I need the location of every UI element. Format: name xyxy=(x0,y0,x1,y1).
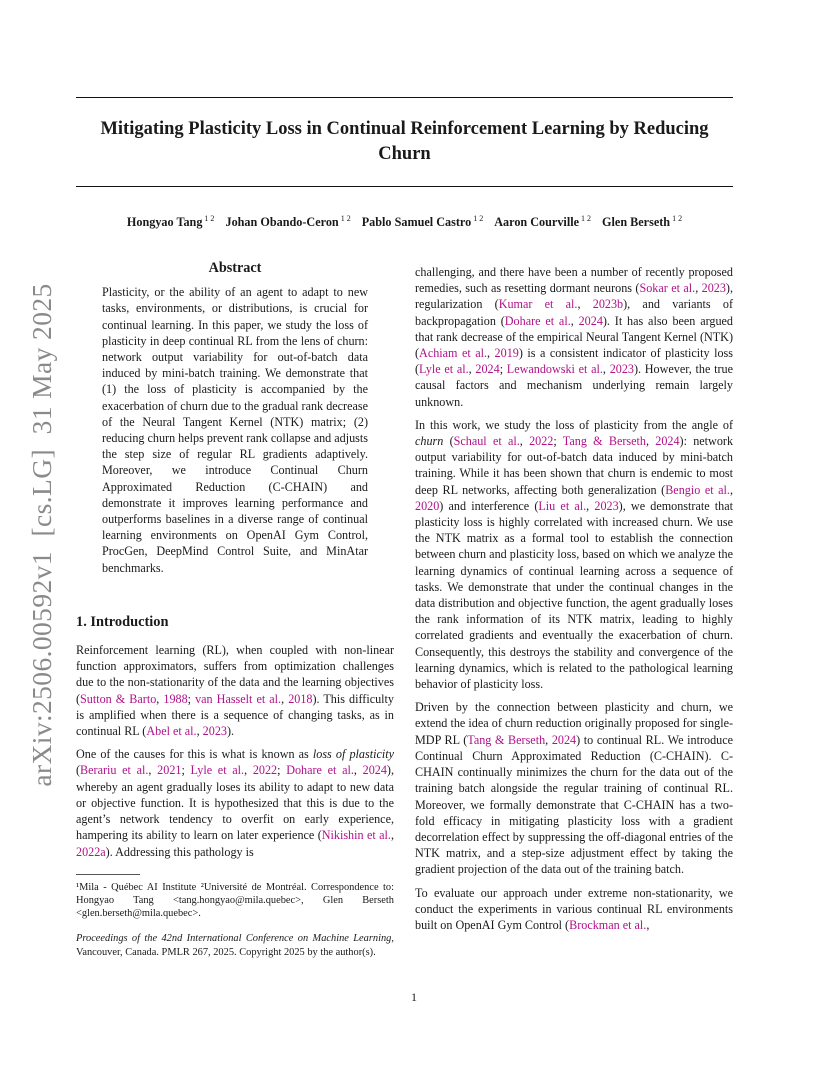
citation-link[interactable]: Dohare et al. xyxy=(286,763,354,778)
affiliation-footnote: ¹Mila - Québec AI Institute ²Université de Montréal. Correspondence to: Hongyao Tang <tang.hongyao@mila.quebec>, Glen Berseth <glen.berseth@mila.quebec>. xyxy=(76,881,394,920)
citation-link[interactable]: Berariu et al. xyxy=(80,763,149,778)
citation-link[interactable]: Sutton & Barto xyxy=(80,691,157,706)
citation-link[interactable]: 2024 xyxy=(578,313,603,328)
right-paragraph-3: Driven by the connection between plasticity and churn, we extend the idea of churn reduction originally proposed for single-MDP RL (Tang & Berseth, 2024) to continual RL. We introduce Continual Churn Approximated Reduction (C-CHAIN). C-CHAIN continually minimizes the churn for the data out of the training batch alongside the regular training of continual RL. Moreover, we formally demonstrate that C-CHAIN has a two-fold efficacy in mitigating plasticity loss with a gradient decorrelation effect by suppressing the off-diagonal entries of the NTK matrix, and a step-size adjustment effect by taking the gradient projection of the data out of the training batch. xyxy=(415,700,733,877)
section-heading-introduction: 1. Introduction xyxy=(76,613,169,630)
citation-link[interactable]: 2024 xyxy=(655,434,680,449)
author: Aaron Courville $^{1 2}$ xyxy=(494,214,591,230)
author: Hongyao Tang $^{1 2}$ xyxy=(126,214,215,230)
citation-link[interactable]: 2023 xyxy=(701,281,726,296)
intro-paragraph-2: One of the causes for this is what is known as loss of plasticity (Berariu et al., 2021; Lyle et al., 2022; Dohare et al., 2024), whereby an agent gradually loses its ability to adapt to new data or objective function. It is hypothesized that this is due to the agent’s network tendency to overfit on early experience, hampering its ability to learn on later experience (Nikishin et al., 2022a). Addressing this pathology is xyxy=(76,747,395,859)
citation-link[interactable]: 2024 xyxy=(362,763,387,778)
citation-link[interactable]: Schaul et al. xyxy=(453,434,520,449)
citation-link[interactable]: 2018 xyxy=(288,691,313,706)
paper-title: Mitigating Plasticity Loss in Continual Reinforcement Learning by Reducing Churn xyxy=(100,119,709,164)
citation-link[interactable]: van Hasselt et al. xyxy=(195,691,282,706)
citation-link[interactable]: 2019 xyxy=(494,346,519,361)
title-bottom-rule xyxy=(76,186,733,187)
author: Glen Berseth $^{1 2}$ xyxy=(602,214,683,230)
citation-link[interactable]: 2021 xyxy=(157,763,182,778)
citation-link[interactable]: Kumar et al. xyxy=(498,297,578,312)
author: Pablo Samuel Castro $^{1 2}$ xyxy=(361,214,484,230)
citation-link[interactable]: 2023 xyxy=(609,362,634,377)
intro-paragraph-1: Reinforcement learning (RL), when coupled with non-linear function approximators, suffers from optimization challenges due to the non-stationarity of the data and the learning objectives (Sutton & Barto, 1988; van Hasselt et al., 2018). This difficulty is amplified when there is a sequence of changing tasks, as in continual RL (Abel et al., 2023). xyxy=(76,643,394,739)
citation-link[interactable]: Liu et al. xyxy=(538,498,587,513)
citation-link[interactable]: Nikishin et al. xyxy=(321,828,391,843)
citation-link[interactable]: 2024 xyxy=(475,362,500,377)
left-column xyxy=(76,260,394,959)
citation-link[interactable]: Lewandowski et al. xyxy=(506,362,603,377)
right-paragraph-4: To evaluate our approach under extreme non-stationarity, we conduct the experiments in various continual RL environments built on OpenAI Gym Control (Brockman et al., xyxy=(415,885,733,932)
emphasis: churn xyxy=(415,434,444,449)
citation-link[interactable]: Tang & Berseth xyxy=(467,732,546,747)
citation-link[interactable]: Lyle et al. xyxy=(190,763,245,778)
citation-link[interactable]: 2022 xyxy=(529,434,554,449)
citation-link[interactable]: Lyle et al. xyxy=(419,362,469,377)
citation-link[interactable]: Abel et al. xyxy=(146,724,197,739)
page-number: 1 xyxy=(411,990,417,1004)
citation-link[interactable]: Brockman et al. xyxy=(569,917,647,932)
citation-link[interactable]: Achiam et al. xyxy=(419,346,488,361)
abstract-heading: Abstract xyxy=(208,260,262,276)
citation-link[interactable]: Tang & Berseth xyxy=(562,434,646,449)
citation-link[interactable]: Sokar et al. xyxy=(639,281,696,296)
citation-link[interactable]: 2022a xyxy=(76,844,106,859)
citation-link[interactable]: Bengio et al. xyxy=(665,482,730,497)
citation-link[interactable]: 2023 xyxy=(202,724,227,739)
citation-link[interactable]: 1988 xyxy=(163,691,188,706)
right-column xyxy=(415,264,733,933)
emphasis: loss of plasticity xyxy=(312,747,394,762)
footnote-rule xyxy=(76,874,140,875)
citation-link[interactable]: 2022 xyxy=(252,763,278,778)
abstract-text: Plasticity, or the ability of an agent to adapt to new tasks, environments, or distributions, is crucial for continual learning. In this paper, we study the loss of plasticity in deep continual RL from the lens of churn: network output variability for out-of-batch data induced by mini-batch training. We demonstrate that (1) the loss of plasticity is accompanied by the exacerbation of churn due to the gradual rank decrease of the Neural Tangent Kernel (NTK) matrix; (2) reducing churn helps prevent rank collapse and adjusts the step size of regular RL gradients adaptively. Moreover, we introduce Continual Churn Approximated Reduction (C-CHAIN) and demonstrate it improves learning performance and outperforms baselines in a diverse range of continual learning environments on OpenAI Gym Control, ProcGen, DeepMind Control Suite, and MinAtar benchmarks. xyxy=(102,285,368,575)
citation-link[interactable]: 2020 xyxy=(415,498,440,513)
author: Johan Obando-Ceron $^{1 2}$ xyxy=(225,214,351,230)
citation-link[interactable]: Dohare et al. xyxy=(504,313,571,328)
right-paragraph-1: challenging, and there have been a number of recently proposed remedies, such as resetting dormant neurons (Sokar et al., 2023), regularization (Kumar et al., 2023b), and variants of backpropagation (Dohare et al., 2024). It has also been argued that rank decrease of the empirical Neural Tangent Kernel (NTK) (Achiam et al., 2019) is a consistent indicator of plasticity loss (Lyle et al., 2024; Lewandowski et al., 2023). However, the true causal factors and mechanism underlying remain largely unknown. xyxy=(415,265,734,409)
citation-link[interactable]: 2023 xyxy=(594,498,619,513)
title-top-rule xyxy=(76,97,733,98)
citation-link[interactable]: 2024 xyxy=(551,732,577,747)
proceedings-footnote: Proceedings of the 42nd International Conference on Machine Learning, Vancouver, Canada. PMLR 267, 2025. Copyright 2025 by the author(s). xyxy=(76,933,394,958)
right-paragraph-2: In this work, we study the loss of plasticity from the angle of churn (Schaul et al., 2022; Tang & Berseth, 2024): network output variability for out-of-batch data induced by mini-batch training. While it has been shown that churn is endemic to most deep RL networks, affecting both generalization (Bengio et al., 2020) and interference (Liu et al., 2023), we demonstrate that plasticity loss is highly correlated with increased churn. We use the NTK matrix as a formal tool to establish the connection between churn and plasticity loss, based on which we analyze the learning dynamics of continual learning across a sequence of tasks. We demonstrate that under the continual changes in the data distribution and objective function, the agent gradually loses the rank information of its NTK matrix, leading to highly correlated gradients and eventually the exacerbation of churn. Consequently, this destroys the stability and convergence of the learning dynamics, which is related to the pathological learning behavior of plasticity loss. xyxy=(415,417,734,692)
citation-link[interactable]: 2023b xyxy=(592,297,624,312)
author-list xyxy=(76,214,733,230)
